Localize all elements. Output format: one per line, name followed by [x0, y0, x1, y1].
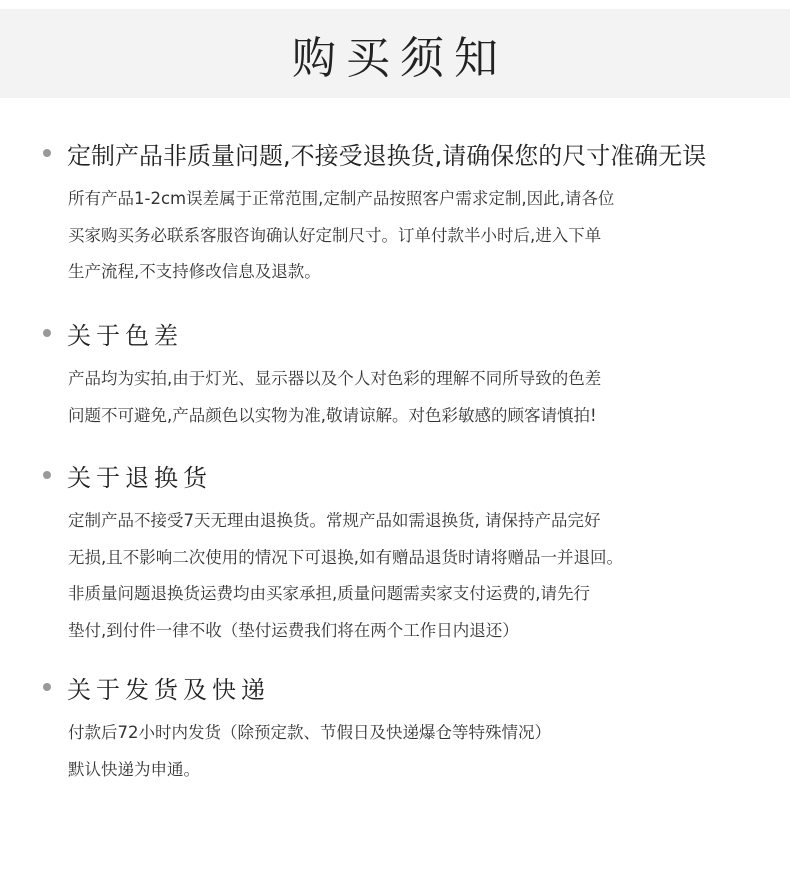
body-line: 定制产品不接受7天无理由退换货。常规产品如需退换货, 请保持产品完好: [68, 511, 601, 530]
page-title: 购买须知: [292, 32, 508, 84]
section-heading: [0, 667, 790, 707]
bullet-icon: [43, 683, 51, 691]
section-heading: [0, 133, 790, 173]
body-line: 无损,且不影响二次使用的情况下可退换,如有赠品退货时请将赠品一并退回。: [68, 547, 623, 567]
bullet-icon: [43, 329, 51, 337]
body-line: 非质量问题退换货运费均由买家承担,质量问题需卖家支付运费的,请先行: [68, 584, 590, 603]
section-title: 关于色差: [67, 321, 183, 350]
body-line: 所有产品1-2cm误差属于正常范围,定制产品按照客户需求定制,因此,请各位: [68, 189, 615, 208]
header-banner: [0, 9, 790, 98]
bullet-icon: [43, 471, 51, 479]
bullet-icon: [43, 149, 51, 157]
body-line: 默认快递为申通。: [68, 759, 200, 779]
section-custom-products: [0, 133, 790, 291]
body-line: 生产流程,不支持修改信息及退款。: [68, 262, 321, 281]
body-line: 垫付,到付件一律不收（垫付运费我们将在两个工作日内退还）: [68, 620, 519, 640]
body-line: 付款后72小时内发货（除预定款、节假日及快递爆仓等特殊情况）: [68, 723, 551, 742]
section-title: 关于退换货: [67, 463, 212, 492]
section-title: 定制产品非质量问题,不接受退换货,请确保您的尺寸准确无误: [67, 141, 707, 170]
section-returns: [0, 455, 790, 649]
section-shipping: [0, 667, 790, 788]
section-color-difference: [0, 313, 790, 434]
section-heading: [0, 455, 790, 495]
section-heading: [0, 313, 790, 353]
body-line: 问题不可避免,产品颜色以实物为准,敬请谅解。对色彩敏感的顾客请慎拍!: [68, 405, 597, 425]
section-title: 关于发货及快递: [67, 675, 270, 704]
body-line: 买家购买务必联系客服咨询确认好定制尺寸。订单付款半小时后,进入下单: [68, 225, 602, 245]
body-line: 产品均为实拍,由于灯光、显示器以及个人对色彩的理解不同所导致的色差: [68, 369, 602, 388]
